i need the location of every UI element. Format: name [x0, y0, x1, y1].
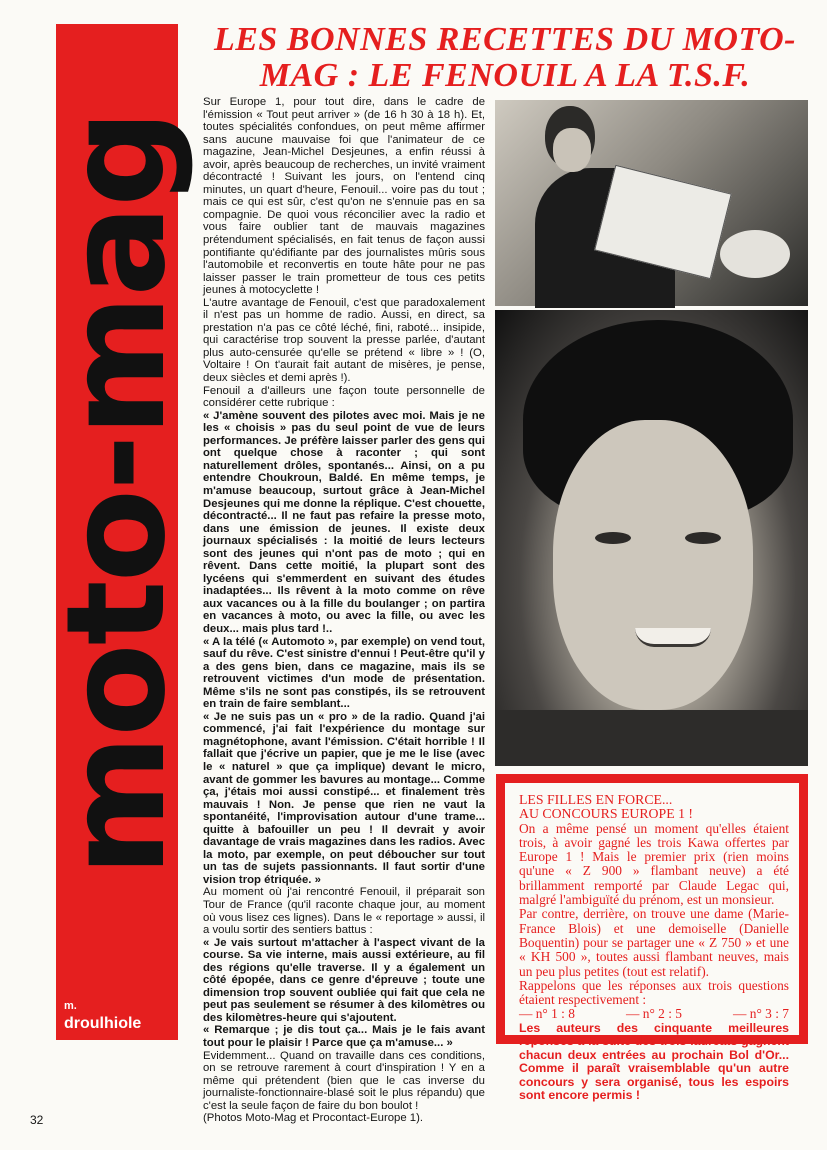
article-paragraph: Evidemment... Quand on travaille dans ces conditions, on se retrouve rarement à court d'inspiration ! Y en a même qui prétendent (bien que le cas inverse du journaliste-fonctionnaire-blasé soit le plus répandu) que c'est la seule façon de faire du bon boulot ! [203, 1049, 485, 1112]
photo-credit: (Photos Moto-Mag et Procontact-Europe 1). [203, 1112, 424, 1125]
article-paragraph: Au moment où j'ai rencontré Fenouil, il préparait son Tour de France (qu'il raconte chaque jour, au moment où vous lisez ces lignes). Dans le « reportage » aussi, il a voulu sortir des sentiers battus : [203, 886, 485, 937]
contest-box [496, 774, 808, 1103]
article-paragraph: L'autre avantage de Fenouil, c'est que paradoxalement il n'est pas un homme de radio. Aussi, en direct, sa prestation n'a pas ce côté léché, fini, raboté... insipide, qui caractérise trop souvent la presse parlée, d'autant plus auto-censurée qu'elle se prétend « libre » ! (O, Voltaire ! On t'aurait fait autant de misères, je pense, deux siècles et demi après !). [203, 296, 485, 385]
page-number: 32 [30, 1113, 44, 1127]
author-credit [64, 998, 141, 1032]
box-paragraph: Rappelons que les réponses aux trois questions étaient respectivement : [519, 977, 789, 1008]
article-quote: « J'amène souvent des pilotes avec moi. Mais je ne les « choisis » pas du seul point de vue de leurs performances. Je préfère laisser parler des gens qui ont quelque chose à raconter ; qui sont naturellement drôles, spontanés... Ainsi, on a pu entendre Choukroun, Baldé. En même temps, je m'amuse beaucoup, surtout grâce à Jean-Michel Desjeunes qui me donne la réplique. C'est chouette, décontracté... Il ne faut pas refaire la presse moto, dans une émission de jeunes. Il existe deux journaux spécialisés : la moitié de leurs lecteurs sont des jeunes qui n'ont pas de moto ; qui en rêvent. Dans cette moitié, la plupart sont des lycéens qui s'emmerdent en suivant des études inadaptées... Ils rêvent à la moto comme on rêve aux vacances ou à la fille du boulanger ; on partira en vacances à moto, ou avec la fille, ou avec les deux... mais plus tard !.. [203, 409, 485, 635]
article-quote: « Remarque ; je dis tout ça... Mais je le fais avant tout pour le plaisir ! Parce que ça m'amuse... » [203, 1024, 485, 1050]
article-headline: LES BONNES RECETTES DU MOTO-MAG : LE FENOUIL A LA T.S.F. [213, 21, 797, 94]
magazine-logo: moto-mag [38, 111, 196, 877]
answers-row [519, 1007, 789, 1021]
photo-portrait [495, 310, 808, 766]
answer-1: — n° 1 : 8 [519, 1006, 575, 1022]
article-paragraph: Sur Europe 1, pour tout dire, dans le cadre de l'émission « Tout peut arriver » (de 16 h 30 à 18 h). Et, toutes spécialités confondues, on peut même affirmer sans aucune mauvaise foi que l'animateur de ce magazine, Jean-Michel Desjeunes, a enfin réussi à avoir, après beaucoup de recherches, un invité vraiment décontracté ! Suivant les jours, on l'entend cinq minutes, un quart d'heure, Fenouil... voire pas du tout ; mais ce qui est sûr, c'est qu'on ne s'ennuie pas en sa compagnie. De quoi vous réconcilier avec la radio et vous faire oublier tant de mauvais magazines prétendument spécialisés, en fait tenus de façon aussi pontifiante qu'édifiante par des journalistes mûris sous l'automobile et reconvertis en toute hâte pour ne pas laisser passer le train prometteur de tous ces petits jeunes à motocyclette ! [203, 96, 485, 297]
photo-reading-magazine [495, 100, 808, 306]
box-paragraph: Par contre, derrière, on trouve une dame (Marie-France Blois) et une demoiselle (Danielle Boquentin) pour se partager une « Z 750 » et une « KH 500 », toutes aussi flambant neuves, mais un peu plus petites (tout est relatif). [519, 906, 789, 979]
answer-3: — n° 3 : 7 [733, 1006, 789, 1022]
answer-2: — n° 2 : 5 [626, 1006, 682, 1022]
sidebar-banner [38, 24, 196, 1040]
box-paragraph: Les auteurs des cinquante meilleures réponses à la suite des trois lauréats gagnent chacun deux entrées au prochain Bol d'Or... Comme il paraît vraisemblable qu'un autre concours y sera organisé, tous les espoirs sont encore permis ! [519, 1020, 789, 1103]
article-quote: « A la télé (« Automoto », par exemple) on vend tout, sauf du rêve. C'est sinistre d'ennui ! Peut-être qu'il y a des gens bien, dans ce magazine, mais ils se retrouvent victimes d'un mode de présentation. Même s'ils ne sont pas constipés, ils se retrouvent en train de faire semblant... [203, 635, 485, 711]
article-body [203, 96, 485, 1125]
author-initial: m. [64, 1000, 77, 1012]
box-paragraph: On a même pensé un moment qu'elles étaient trois, à avoir gagné les trois Kawa offertes par Europe 1 ! Mais le premier prix (rien moins qu'une « Z 900 » flambant neuve) a été brillamment remporté par Claude Legac qui, malgré l'ambiguïté du prénom, est un monsieur. [519, 820, 789, 908]
box-title-line1: LES FILLES EN FORCE... [519, 792, 673, 807]
box-title-line2: AU CONCOURS EUROPE 1 ! [519, 806, 694, 822]
article-paragraph: Fenouil a d'ailleurs une façon toute personnelle de considérer cette rubrique : [203, 384, 485, 410]
article-quote: « Je ne suis pas un « pro » de la radio. Quand j'ai commencé, j'ai fait l'expérience du montage sur magnétophone, avant l'émission. C'était horrible ! Il fallait que j'écrive un papier, que je me le lise (avec le « naturel » que ça implique) devant le micro, avant de gommer les bavures au montage... Comme ça, j'étais moi aussi constipé... et finalement très mauvais ! Non. Je pense que rien ne vaut la spontanéité, l'improvisation autour d'une trame... quitte à bafouiller un peu ! Il devrait y avoir davantage de vrais magazines dans les radios. Avec la moto, par exemple, on peut déboucher sur tout un tas de sujets passionnants. Il faut sortir d'une vision trop étriquée. » [203, 710, 485, 886]
article-quote: « Je vais surtout m'attacher à l'aspect vivant de la course. Sa vie interne, mais aussi extérieure, au fil des régions qu'elle traverse. Il y a également un côté épopée, dans ce genre d'épreuve ; toute une dimension trop souvent oubliée qui fait que cela ne peut pas seulement se résumer à des kilomètres ou des kilomètres-heure qui s'ajoutent. [203, 936, 485, 1024]
author-name: droulhiole [64, 1015, 142, 1032]
